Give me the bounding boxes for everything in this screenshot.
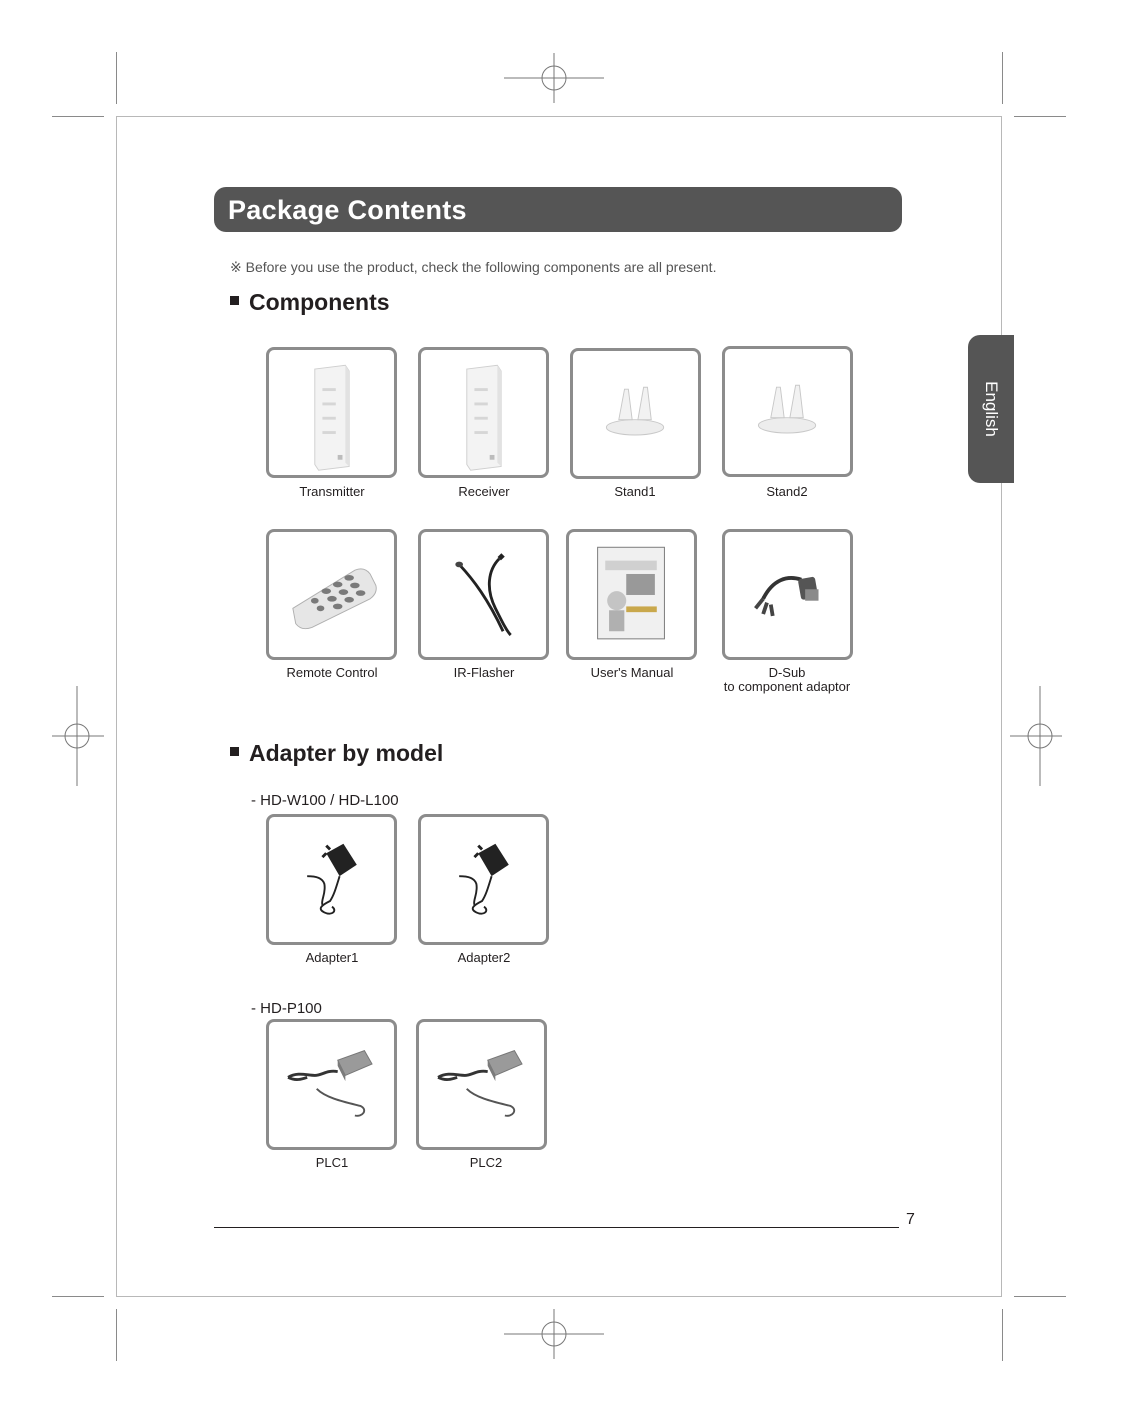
component-caption: Remote Control	[286, 665, 378, 680]
user-manual-card	[566, 529, 697, 660]
stand-icon	[725, 349, 850, 474]
notice-text: ※ Before you use the product, check the following components are all present.	[230, 259, 717, 275]
stand-icon	[573, 351, 698, 476]
language-tab-label: English	[982, 381, 1001, 437]
crop-mark	[116, 1309, 117, 1361]
component-caption: Transmitter	[299, 484, 365, 499]
footer-rule	[214, 1227, 899, 1228]
bullet-icon	[230, 747, 239, 756]
transmitter-icon	[269, 350, 394, 475]
remote-control-card	[266, 529, 397, 660]
components-heading: Components	[230, 289, 390, 316]
model-label: - HD-P100	[251, 1000, 322, 1017]
adapter1-card	[266, 814, 397, 945]
adapter-caption: Adapter1	[305, 950, 359, 965]
adapter-caption: Adapter2	[457, 950, 511, 965]
component-caption: Receiver	[458, 484, 510, 499]
component-caption: User's Manual	[590, 665, 674, 680]
stand1-card	[570, 348, 701, 479]
crop-mark	[116, 52, 117, 104]
component-caption: Stand2	[766, 484, 808, 499]
component-caption-line2: to component adaptor	[723, 679, 851, 694]
component-caption: Stand1	[614, 484, 656, 499]
power-adapter-icon	[269, 817, 394, 942]
stand2-card	[722, 346, 853, 477]
crop-mark	[1002, 52, 1003, 104]
component-caption: IR-Flasher	[453, 665, 515, 680]
transmitter-card	[266, 347, 397, 478]
registration-mark-icon	[22, 686, 122, 786]
manual-icon	[569, 532, 694, 657]
power-adapter-icon	[421, 817, 546, 942]
remote-control-icon	[269, 532, 394, 657]
plc-adapter-icon	[269, 1022, 394, 1147]
plc2-card	[416, 1019, 547, 1150]
adapter2-card	[418, 814, 549, 945]
crop-mark	[1002, 1309, 1003, 1361]
receiver-card	[418, 347, 549, 478]
adapter-caption: PLC2	[469, 1155, 503, 1170]
language-tab[interactable]	[968, 335, 1014, 483]
plc1-card	[266, 1019, 397, 1150]
ir-flasher-card	[418, 529, 549, 660]
component-caption: D-Sub	[768, 665, 806, 680]
page-number: 7	[906, 1211, 915, 1228]
registration-mark-icon	[504, 28, 604, 128]
ir-flasher-icon	[421, 532, 546, 657]
crop-mark	[52, 116, 104, 117]
model-label: - HD-W100 / HD-L100	[251, 792, 399, 809]
crop-mark	[1014, 116, 1066, 117]
registration-mark-icon	[990, 686, 1090, 786]
adapters-heading: Adapter by model	[230, 740, 443, 767]
registration-mark-icon	[504, 1284, 604, 1384]
page-title: Package Contents	[228, 195, 467, 225]
adaptor-cable-icon	[725, 532, 850, 657]
bullet-icon	[230, 296, 239, 305]
crop-mark	[52, 1296, 104, 1297]
crop-mark	[1014, 1296, 1066, 1297]
receiver-icon	[421, 350, 546, 475]
page-title-bar	[214, 187, 902, 232]
plc-adapter-icon	[419, 1022, 544, 1147]
adaptor-card	[722, 529, 853, 660]
adapter-caption: PLC1	[315, 1155, 349, 1170]
